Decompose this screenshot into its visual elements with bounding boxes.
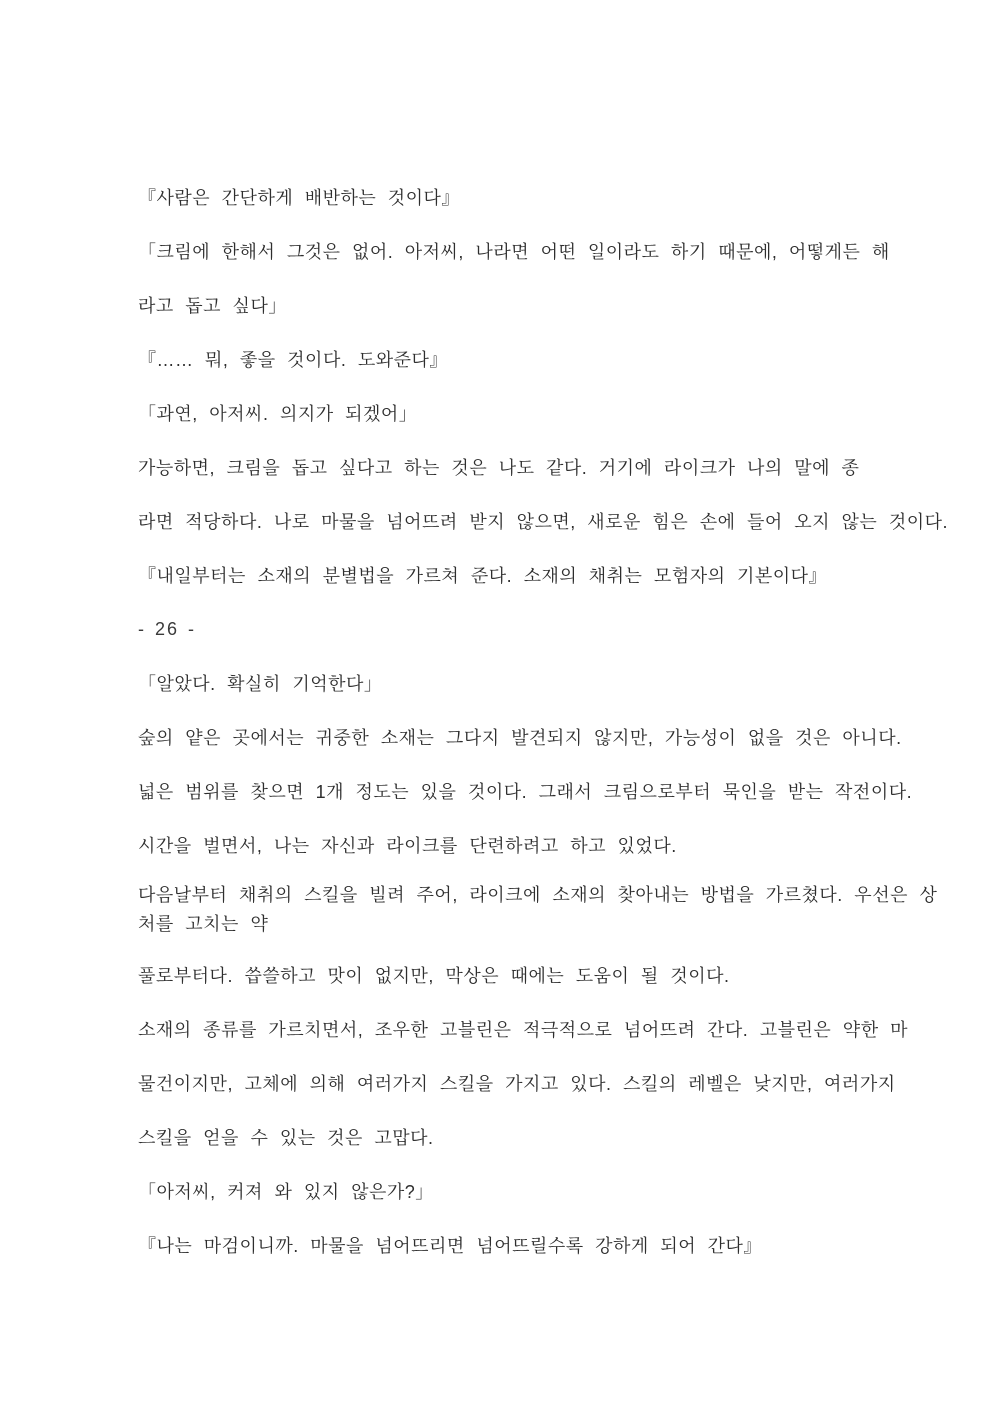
text-line: 스킬을 얻을 수 있는 것은 고맙다. (138, 1128, 434, 1148)
text-line: 가능하면, 크림을 돕고 싶다고 하는 것은 나도 같다. 거기에 라이크가 나의 말에 종 (138, 458, 860, 478)
text-line: 『…… 뭐, 좋을 것이다. 도와준다』 (138, 350, 448, 370)
text-line: 물건이지만, 고체에 의해 여러가지 스킬을 가지고 있다. 스킬의 레벨은 낮지만, 여러가지 (138, 1074, 896, 1094)
text-line: 『나는 마검이니까. 마물을 넘어뜨리면 넘어뜨릴수록 강하게 되어 간다』 (138, 1236, 762, 1256)
text-line: 『내일부터는 소재의 분별법을 가르쳐 준다. 소재의 채취는 모험자의 기본이다』 (138, 566, 828, 586)
text-line: 시간을 벌면서, 나는 자신과 라이크를 단련하려고 하고 있었다. (138, 836, 677, 856)
text-line: 「크림에 한해서 그것은 없어. 아저씨, 나라면 어떤 일이라도 하기 때문에, 어떻게든 해 (138, 242, 890, 262)
text-line: 「과연, 아저씨. 의지가 되겠어」 (138, 404, 418, 424)
text-line: 다음날부터 채취의 스킬을 빌려 주어, 라이크에 소재의 찾아내는 방법을 가르쳤다. 우선은 상 (138, 885, 938, 905)
text-line: 처를 고치는 약 (138, 914, 269, 934)
text-line: 풀로부터다. 씁쓸하고 맛이 없지만, 막상은 때에는 도움이 될 것이다. (138, 966, 730, 986)
text-line: 라고 돕고 싶다」 (138, 296, 287, 316)
page-number: - 26 - (138, 618, 197, 639)
text-line: 소재의 종류를 가르치면서, 조우한 고블린은 적극적으로 넘어뜨려 간다. 고블린은 약한 마 (138, 1020, 908, 1040)
text-line: 숲의 얕은 곳에서는 귀중한 소재는 그다지 발견되지 않지만, 가능성이 없을 것은 아니다. (138, 728, 902, 748)
text-line: 『사람은 간단하게 배반하는 것이다』 (138, 188, 460, 208)
wrapped-paragraph (138, 872, 972, 948)
text-line: 「아저씨, 커져 와 있지 않은가?」 (138, 1182, 434, 1202)
text-line: 라면 적당하다. 나로 마물을 넘어뜨려 받지 않으면, 새로운 힘은 손에 들어 오지 않는 것이다. (138, 512, 948, 532)
text-line: 넓은 범위를 찾으면 1개 정도는 있을 것이다. 그래서 크림으로부터 묵인을 받는 작전이다. (138, 782, 913, 802)
text-line: 「알았다. 확실히 기억한다」 (138, 674, 383, 694)
